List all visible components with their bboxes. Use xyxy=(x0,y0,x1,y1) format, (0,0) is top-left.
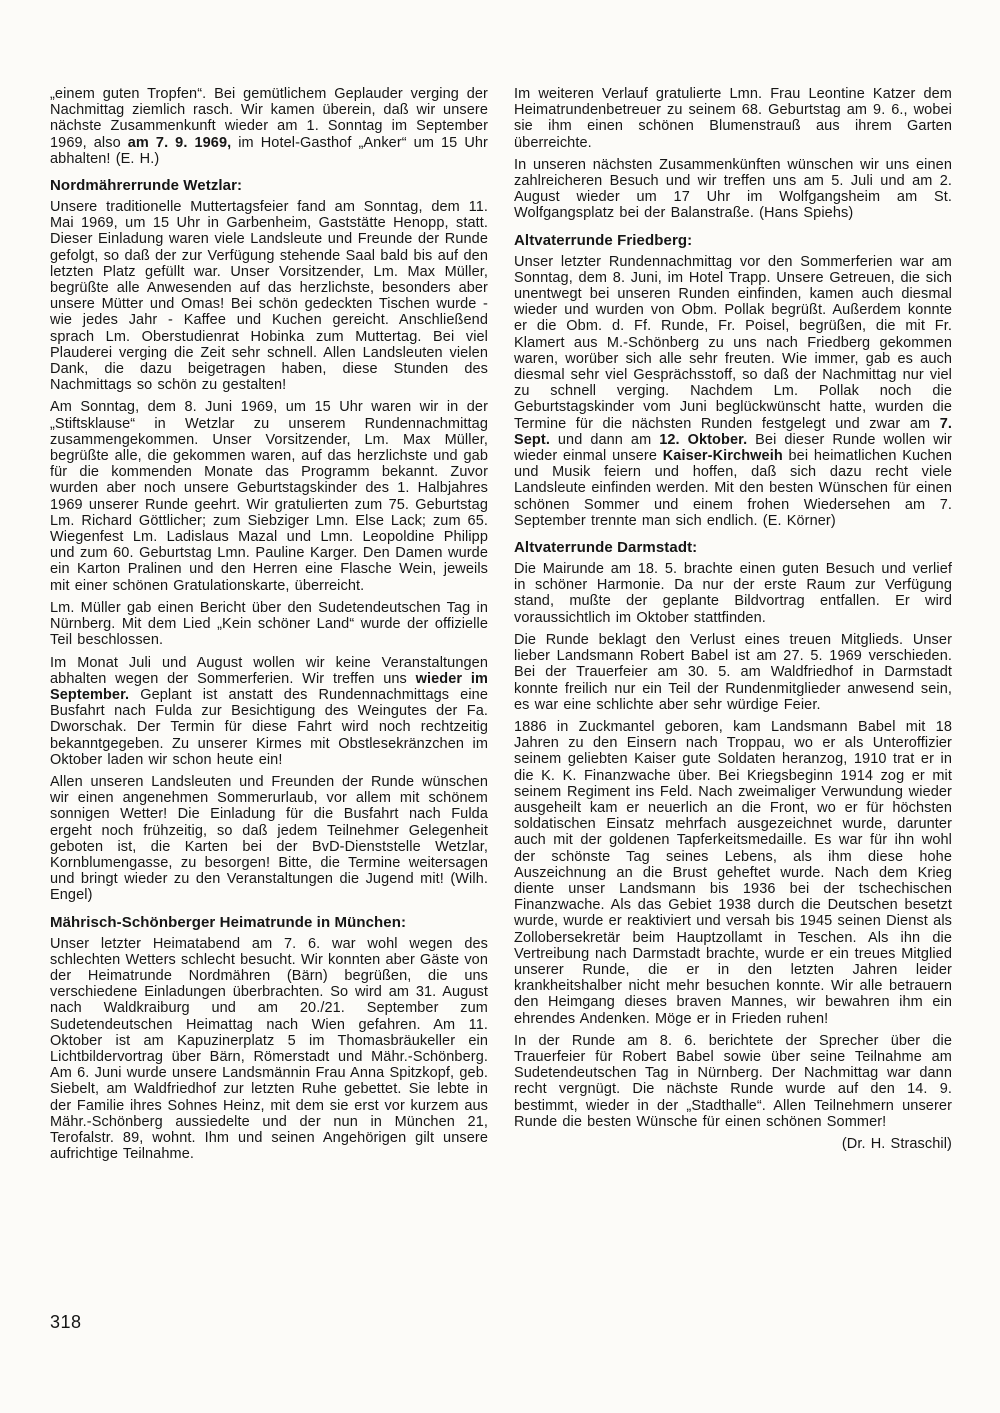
text-run: und dann am xyxy=(549,431,660,448)
bold-text-run: Altvaterrunde Darmstadt: xyxy=(514,539,698,557)
paragraph xyxy=(50,936,488,1163)
paragraph xyxy=(514,254,952,529)
paragraph xyxy=(50,600,488,649)
text-column-left xyxy=(50,86,488,1168)
text-run: Unser letzter Rundennachmittag vor den Sommerferien war am Sonntag, dem 8. Juni, im Hotel Trapp. Unsere Getreuen, die sich unentwegt bei unseren Runden einfinden, kamen auch diesmal wieder und wurden von Obm. Pollak begrüßt. Außerdem konnte er die Obm. d. Ff. Runde, Fr. Poisel, begrüßen, die mit Fr. Klamert aus M.-Schönberg zu uns nach Friedberg gekommen waren, worüber sich alle sehr freuten. Wie immer, gab es auch diesmal sehr viel Gesprächsstoff, so daß der Nachmittag nur viel zu schnell verging. Nachdem Lm. Pollak noch die Geburtstagskinder vom Juni beglückwünscht hatte, wurden die Termine für die nächsten Runden festgelegt und zwar am xyxy=(514,253,952,432)
text-column-right xyxy=(514,86,952,1168)
bold-text-run: am 7. 9. 1969, xyxy=(127,134,232,151)
bold-text-run: Altvaterrunde Friedberg: xyxy=(514,231,693,249)
paragraph xyxy=(50,655,488,768)
text-run: Die Mairunde am 18. 5. brachte einen guten Besuch und verlief in schöner Harmonie. Da nur der erste Raum zur Verfügung stand, mußte der geplante Bildvortrag entfallen. Er wird voraussichtlich im Oktober stattfinden. xyxy=(514,561,952,626)
text-run: Lm. Müller gab einen Bericht über den Sudetendeutschen Tag in Nürnberg. Mit dem Lied „Kein schöner Land“ wurde der offizielle Teil beschlossen. xyxy=(50,599,488,649)
text-run: Im Monat Juli und August wollen wir keine Veranstaltungen abhalten wegen der Sommerferien. Wir treffen uns xyxy=(50,654,488,687)
bold-text-run: Nordmährerrunde Wetzlar: xyxy=(50,177,243,195)
text-run: Allen unseren Landsleuten und Freunden der Runde wünschen wir einen angenehmen Sommerurlaub, vor allem mit schönem sonnigen Wetter! Die Einladung für die Busfahrt nach Fulda ergeht noch frühzeitig, so daß jedem Teilnehmer Gelegenheit geboten ist, die Karten bei der BvD-Dienststelle Wetzlar, Kornblumengasse, zu besorgen! Bitte, die Termine weitersagen und bringt wieder zu den Veranstaltungen die Jugend mit! (Wilh. Engel) xyxy=(50,773,488,904)
bold-text-run: 7. Sept. xyxy=(514,415,952,448)
section-heading xyxy=(514,232,952,249)
paragraph xyxy=(50,399,488,593)
text-run: Unser letzter Heimatabend am 7. 6. war wohl wegen des schlechten Wetters schlecht besucht. Wir konnten aber Gäste von der Heimatrunde Nordmähren (Bärn) begrüßen, die uns verschiedene Einladungen überbrachten. So wird am 31. August nach Waldkraiburg und am 20./21. September zum Sudetendeutschen Heimattag nach Wien gefahren. Am 11. Oktober ist am Kapuzinerplatz 5 im Thomasbräukeller ein Lichtbildervortrag über Bärn, Römerstadt und Mähr.-Schönberg. Am 6. Juni wurde unsere Landsmännin Frau Anna Spitzkopf, geb. Siebelt, am Waldfriedhof zur letzten Ruhe gebettet. Sie lebte in der Familie ihres Sohnes Heinz, mit dem sie erst vor kurzem aus Mähr.-Schönberg aussiedelte und der nun in München 21, Terofalstr. 89, wohnt. Ihm und seinen Angehörigen gilt unsere aufrichtige Teilnahme. xyxy=(50,935,488,1163)
bold-text-run: 12. Oktober. xyxy=(659,431,748,448)
text-run: (Dr. H. Straschil) xyxy=(841,1135,952,1152)
section-heading xyxy=(50,177,488,194)
paragraph xyxy=(514,632,952,713)
text-run: bei heimatlichen Kuchen und Musik feiern und hoffen, daß sich dazu recht viele Landsleute einfinden werden. Mit den besten Wünschen für einen schönen Sommer und einem frohen Wiedersehen am 7. September trennte man sich endlich. (E. Körner) xyxy=(514,448,952,529)
text-run: Im weiteren Verlauf gratulierte Lmn. Frau Leontine Katzer dem Heimatrundenbetreuer zu seinem 68. Geburtstag am 9. 6., wobei sie ihm einen schönen Blumenstrauß aus ihrem Garten überreichte. xyxy=(514,86,952,151)
paragraph xyxy=(514,86,952,151)
text-run: „einem guten Tropfen“. Bei gemütlichem Geplauder verging der Nachmittag ziemlich rasch. Wir kamen überein, daß wir unsere nächste Zusammenkunft wieder am 1. Sonntag im September 1969, also xyxy=(50,86,488,151)
paragraph xyxy=(50,774,488,904)
text-run: In unseren nächsten Zusammenkünften wünschen wir uns einen zahlreicheren Besuch und wir treffen uns am 5. Juli und am 2. August wieder um 17 Uhr im Wolfgangsheim am St. Wolfgangsplatz bei der Balanstraße. (Hans Spiehs) xyxy=(514,156,952,222)
signature xyxy=(514,1136,952,1152)
bold-text-run: wieder im September. xyxy=(50,670,488,703)
paragraph xyxy=(514,561,952,626)
paragraph xyxy=(514,719,952,1027)
bold-text-run: Kaiser-Kirchweih xyxy=(662,448,783,465)
page-number: 318 xyxy=(50,1312,82,1332)
text-run: Die Runde beklagt den Verlust eines treuen Mitglieds. Unser lieber Landsmann Robert Babel ist am 27. 5. 1969 verschieden. Bei der Trauerfeier am 30. 5. am Waldfriedhof in Darmstadt konnte freilich nur ein Teil der Rundenmitglieder anwesend sein, es war eine schlichte aber sehr würdige Feier. xyxy=(514,631,952,713)
paragraph xyxy=(50,199,488,393)
paragraph xyxy=(50,86,488,167)
section-heading xyxy=(514,539,952,556)
bold-text-run: Mährisch-Schönberger Heimatrunde in München: xyxy=(50,913,407,931)
text-run: im Hotel-Gasthof „Anker“ um 15 Uhr abhalten! (E. H.) xyxy=(50,134,488,167)
text-run: Unsere traditionelle Muttertagsfeier fand am Sonntag, dem 11. Mai 1969, um 15 Uhr in Garbenheim, Gaststätte Henopp, statt. Dieser Einladung waren viele Landsleute und Freunde der Runde gefolgt, so daß der zur Verfügung stehende Saal bald bis auf den letzten Platz gefüllt war. Unser Vorsitzender, Lm. Max Müller, begrüßte alle Anwesenden auf das herzlichste, besonders aber unsere Mütter und Omas! Bei schön gedeckten Tischen wurde - wie jedes Jahr - Kaffee und Kuchen gereicht. Anschließend sprach Lm. Oberstudienrat Hobinka zum Muttertag. Bei viel Plauderei verging die Zeit sehr schnell. Allen Landsleuten vielen Dank, die dazu beigetragen haben, diese Stunden des Nachmittags so schön zu gestalten! xyxy=(50,199,488,394)
paragraph xyxy=(514,1033,952,1130)
text-run: Bei dieser Runde wollen wir wieder einmal unsere xyxy=(514,431,952,465)
section-heading xyxy=(50,914,488,931)
paragraph xyxy=(514,157,952,222)
text-run: 1886 in Zuckmantel geboren, kam Landsmann Babel mit 18 Jahren zu den Einsern nach Troppau, wo er als Unteroffizier seinem geliebten Kaiser gute Soldaten heranzog, 1910 trat er in die K. K. Finanzwache über. Bei Kriegsbeginn 1914 zog er mit seinem Regiment ins Feld. Nach zweimaliger Verwundung wieder ausgeheilt kam er neuerlich an die Front, wo er für höchsten soldatischen Einsatz mehrfach ausgezeichnet wurde, darunter auch mit der goldenen Tapferkeitsmedaille. Es war für ihn wohl der schönste Tag seines Lebens, als ihm diese hohe Auszeichnung an die Brust geheftet wurde. Nach dem Krieg diente unser Landsmann bis 1936 bei der tschechischen Finanzwache. Als das Gebiet 1938 durch die Deutschen besetzt wurde, wurde er reaktiviert und versah bis 1945 seinen Dienst als Zollobersekretär beim Hauptzollamt in Teschen. Als ihn die Vertreibung nach Darmstadt brachte, wurde er ein treues Mitglied unserer Runde, die er in den letzten Jahren leider krankheitshalber nicht mehr besuchen konnte. Wir alle betrauern den Heimgang dieses braven Mannes, wir bewahren ihm ein ehrendes Andenken. Möge er in Frieden ruhen! xyxy=(514,718,952,1027)
text-run: In der Runde am 8. 6. berichtete der Sprecher über die Trauerfeier für Robert Babel sowie über seine Teilnahme am Sudetendeutschen Tag in Nürnberg. Der Nachmittag war dann recht vergnügt. Die nächste Runde wurde auf den 14. 9. bestimmt, wieder in der „Stadthalle“. Allen Teilnehmern unserer Runde die besten Wünsche für einen schönen Sommer! xyxy=(514,1032,952,1130)
text-run: Am Sonntag, dem 8. Juni 1969, um 15 Uhr waren wir in der „Stiftsklause“ in Wetzlar zu unserem Rundennachmittag zusammengekommen. Unser Vorsitzender, Lm. Max Müller, begrüßte alle, die gekommen waren, auf das herzlichste und gab für die kommenden Monate das Programm bekannt. Zuvor wurden aber noch unsere Geburtstagskinder des 1. Halbjahres 1969 unserer Runde geehrt. Wir gratulierten zum 75. Geburtstag Lm. Richard Göttlicher; zum Siebziger Lmn. Else Lack; zum 65. Wiegenfest Lm. Ladislaus Mazal und Lmn. Leopoldine Philipp und zum 60. Geburtstag Lmn. Pauline Karger. Den Damen wurde ein Karton Pralinen und den Herren eine Flasche Wein, jeweils mit einer schönen Gratulationskarte, überreicht. xyxy=(50,399,488,594)
text-run: Geplant ist anstatt des Rundennachmittags eine Busfahrt nach Fulda zur Besichtigung des Weingutes der Fa. Dworschak. Der Termin für diese Fahrt wird noch rechtzeitig bekanntgegeben. Zu unserer Kirmes mit Obstlesekränzchen im Oktober laden wir schon heute ein! xyxy=(50,686,488,768)
